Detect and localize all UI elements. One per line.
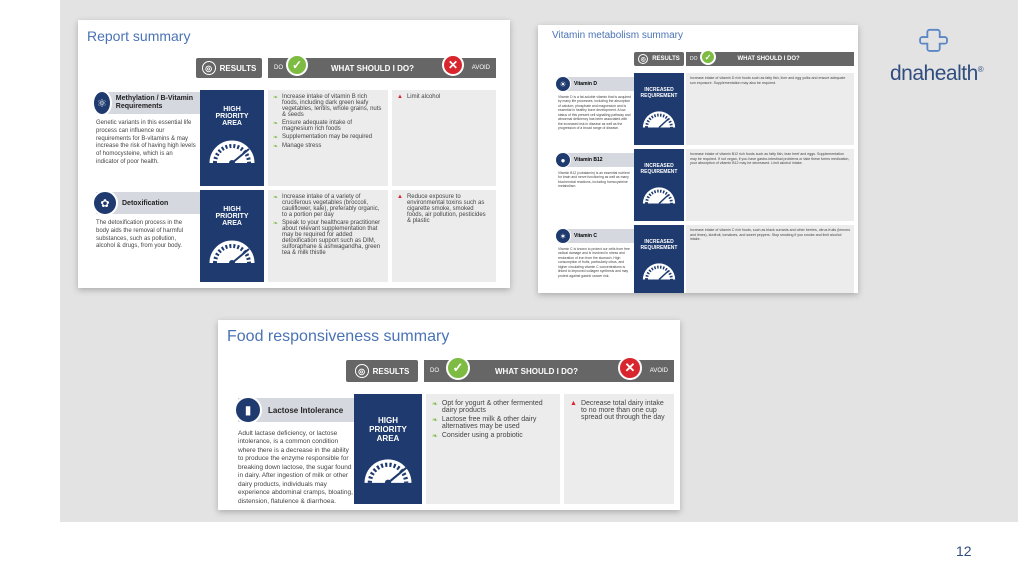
speech-icon: ❧ xyxy=(273,221,279,227)
milk-bottle-icon: ▮ xyxy=(234,396,262,424)
priority-panel xyxy=(354,394,422,504)
result-text: INCREASED xyxy=(644,87,674,93)
do-item xyxy=(432,416,554,430)
do-item xyxy=(432,432,554,440)
glass-icon: ▲ xyxy=(397,94,403,100)
report-summary-card xyxy=(78,20,510,288)
do-check-icon: ✓ xyxy=(446,356,470,380)
row-label: Methylation / B-Vitamin Requirements xyxy=(115,95,194,110)
gauge-icon xyxy=(639,259,679,281)
milk-icon: ❧ xyxy=(432,417,438,424)
pill-icon: ❧ xyxy=(273,135,279,141)
results-header-tab xyxy=(196,58,262,78)
results-header-tab xyxy=(634,52,684,66)
sun-icon: ☀ xyxy=(555,76,571,92)
row-description: Genetic variants in this essential life process can influence our requirements for B-vitamins & may increase the risk of having high levels of homocysteine, which is an indicator of poor health. xyxy=(96,120,196,165)
methylation-label-pill xyxy=(96,92,206,114)
do-item xyxy=(273,220,383,256)
result-text: REQUIREMENT xyxy=(640,169,678,175)
results-label: RESULTS xyxy=(652,56,680,62)
result-text: REQUIREMENT xyxy=(640,245,678,251)
results-header-tab xyxy=(346,360,418,382)
do-item xyxy=(273,120,383,132)
do-text: Speak to your healthcare practitioner about relevant supplementation that may be required for added detoxification support such as DIM, sulforaphane & ashwagandha, green tea & milk thistle xyxy=(282,220,381,256)
do-text: Ensure adequate intake of magnesium rich foods xyxy=(282,120,353,132)
do-item xyxy=(273,94,383,118)
do-column xyxy=(426,394,560,504)
do-label: DO xyxy=(274,65,283,71)
avoid-item xyxy=(397,194,491,224)
relax-icon: ❧ xyxy=(273,144,279,150)
avoid-x-icon: ✕ xyxy=(442,54,464,76)
results-icon: ◎ xyxy=(202,61,216,75)
avoid-text: Reduce exposure to environmental toxins such as cigarette smoke, smoked foods, air pollution, pesticides & plastic xyxy=(406,194,486,224)
result-panel xyxy=(634,73,684,145)
avoid-label: AVOID xyxy=(471,65,490,71)
what-label: WHAT SHOULD I DO? xyxy=(495,366,578,376)
nut-icon: ❧ xyxy=(273,121,279,127)
priority-text: AREA xyxy=(376,434,400,443)
row-description: The detoxification process in the body aids the removal of harmful substances, such as pollution, alcohol & drugs, from your body. xyxy=(96,220,184,250)
vitamin-c-pill xyxy=(558,229,636,243)
do-item xyxy=(273,143,383,150)
row-label: Lactose Intolerance xyxy=(268,405,344,415)
do-text: Increase intake of a variety of cruciferous vegetables (broccoli, cauliflower, kale), preferably organic, to a portion per day xyxy=(282,194,380,218)
avoid-column xyxy=(392,90,496,186)
citrus-icon: ✶ xyxy=(555,228,571,244)
do-item xyxy=(432,400,554,414)
result-panel xyxy=(634,149,684,221)
brand-logo-text xyxy=(890,62,983,86)
results-label: RESULTS xyxy=(219,63,257,73)
card-title: Food responsiveness summary xyxy=(227,328,450,345)
avoid-label: AVOID xyxy=(649,368,668,374)
food-summary-card xyxy=(218,320,680,510)
do-column: Increase intake of vitamin D rich foods such as fatty fish, liver and egg yolks and ensure adequate sun exposure. Supplementation may also be required. xyxy=(686,73,854,145)
result-panel xyxy=(634,225,684,293)
do-label: DO xyxy=(690,56,698,62)
brand-registered: ® xyxy=(977,65,984,74)
brand-name: dnahealth xyxy=(890,62,978,85)
row-label: Vitamin B12 xyxy=(574,157,603,163)
detox-icon: ✿ xyxy=(92,190,118,216)
do-column xyxy=(268,90,388,186)
gauge-icon xyxy=(359,453,417,485)
do-column: Increase intake of vitamin C rich foods, such as black currants and other berries, citrus fruits (lemons and limes), kiwifruit, tomatoes, and sweet peppers. Stop smoking if you smoke and limit alcohol intake. xyxy=(686,225,854,293)
results-icon: ◎ xyxy=(355,364,369,378)
row-label: Vitamin C xyxy=(574,233,597,239)
row-description: Vitamin C is known to protect our cells from free radical damage and is involved in stress and restoration of iron from the stomach. High consumption of fruits, particularly citrus, and higher circulating vitamin C concentrations is linked to improved collagen synthesis and may protect against gastric cancer risk. xyxy=(558,247,630,278)
what-label: WHAT SHOULD I DO? xyxy=(737,56,800,62)
page-number: 12 xyxy=(956,543,972,559)
row-description: Adult lactase deficiency, or lactose intolerance, is a common condition where there is a decrease in the ability to produce the enzyme responsible for breaking down lactose, the sugar found in dairy. After ingestion of milk or other dairy products, individuals may experience abdominal cramps, bloating, distension, flatulence & diarrhoea. xyxy=(238,430,353,505)
row-label: Vitamin D xyxy=(574,81,597,87)
detox-label-pill xyxy=(96,192,206,214)
do-label: DO xyxy=(430,368,439,374)
card-title: Report summary xyxy=(87,28,191,44)
avoid-column xyxy=(392,190,496,282)
priority-text: PRIORITY xyxy=(215,113,249,120)
avoid-item xyxy=(397,94,491,100)
drop-icon: ● xyxy=(555,152,571,168)
do-check-icon: ✓ xyxy=(700,49,716,65)
avoid-item xyxy=(570,400,668,421)
avoid-text: Decrease total dairy intake to no more than one cup spread out through the day xyxy=(580,400,665,421)
do-text: Lactose free milk & other dairy alternatives may be used xyxy=(441,416,537,430)
do-column xyxy=(268,190,388,282)
results-label: RESULTS xyxy=(372,366,410,376)
priority-panel xyxy=(200,90,264,186)
gauge-icon xyxy=(639,183,679,205)
probiotic-icon: ❧ xyxy=(432,433,438,440)
result-text: INCREASED xyxy=(644,163,674,169)
cup-icon: ▲ xyxy=(570,400,577,407)
vitamin-summary-card xyxy=(538,25,858,293)
leaf-icon: ❧ xyxy=(273,195,279,201)
do-text: Increase intake of vitamin B rich foods, including dark green leafy vegetables, lentils, whole grains, nuts & seeds xyxy=(282,94,382,118)
priority-text: PRIORITY xyxy=(369,425,407,434)
priority-text: AREA xyxy=(222,220,242,227)
priority-text: HIGH xyxy=(378,416,398,425)
priority-text: HIGH xyxy=(223,106,241,113)
avoid-column xyxy=(564,394,674,504)
lactose-label-pill xyxy=(238,398,356,422)
gauge-icon xyxy=(205,235,259,265)
molecule-icon: ⚛ xyxy=(92,90,112,116)
result-text: INCREASED xyxy=(644,239,674,245)
card-title: Vitamin metabolism summary xyxy=(552,30,683,41)
leaf-icon: ❧ xyxy=(273,95,279,101)
what-label: WHAT SHOULD I DO? xyxy=(331,63,414,73)
yogurt-icon: ❧ xyxy=(432,401,438,408)
vitamin-b12-pill xyxy=(558,153,636,167)
dnahealth-cross-icon xyxy=(915,22,955,58)
gauge-icon xyxy=(639,107,679,129)
do-item xyxy=(273,194,383,218)
priority-panel xyxy=(200,190,264,282)
do-text: Supplementation may be required xyxy=(282,134,373,140)
gauge-icon xyxy=(205,135,259,165)
vitamin-d-pill xyxy=(558,77,636,91)
do-text: Consider using a probiotic xyxy=(441,432,523,439)
do-text: Manage stress xyxy=(282,143,322,149)
row-description: Vitamin B12 (cobalamin) is an essential nutrient for brain and nerve functioning as well as many biochemical reactions, including homocysteine metabolism. xyxy=(558,171,630,189)
results-icon: ◎ xyxy=(638,54,648,64)
priority-text: HIGH xyxy=(223,206,241,213)
row-label: Detoxification xyxy=(122,199,169,207)
priority-text: AREA xyxy=(222,120,242,127)
row-description: Vitamin D is a fat-soluble vitamin that is acquired by many life processes, including the absorption of calcium, phosphate and magnesium and is essential in healthy bone development. A low status of this present cell signalling pathway and abnormal deficiency has been associated with the increased risk in disease as well as the progression of a broad range of disease. xyxy=(558,95,632,130)
result-text: REQUIREMENT xyxy=(640,93,678,99)
do-text: Opt for yogurt & other fermented dairy products xyxy=(441,400,543,414)
do-column: Increase intake of vitamin B12 rich foods such as fatty fish, lean beef and eggs. Supplementation may be required. If not vegan, if you have gastro-intestinal problems or take these forms medication, your absorption of vitamin B12 may be decreased. Limit alcohol intake. xyxy=(686,149,854,221)
do-check-icon: ✓ xyxy=(286,54,308,76)
avoid-text: Limit alcohol xyxy=(406,94,441,100)
avoid-x-icon: ✕ xyxy=(618,356,642,380)
priority-text: PRIORITY xyxy=(215,213,249,220)
do-item xyxy=(273,134,383,141)
smoke-icon: ▲ xyxy=(397,194,403,200)
